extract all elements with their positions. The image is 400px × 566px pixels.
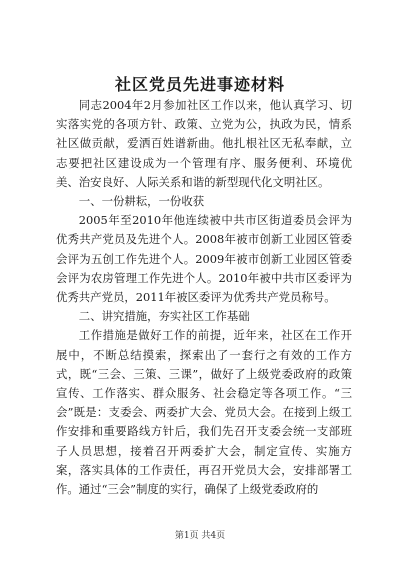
paragraph-measures: 工作措施是做好工作的前提，近年来，社区在工作开展中，不断总结摸索，探索出了一套行之有效的工作方式，既“三会、三策、三课”，做好了上级党委政府的政策宣传、工作落实、群众服务、社会稳定等各项工作。“三会”既是：支委会、两委扩大会、党员大会。在接到上级工作安排和重要路线方针后，我们先召开支委会统一支部班子人员思想，接着召开两委扩大会，制定宣传、实施方案，落实具体的工作责任，再召开党员大会，安排部署工作。通过“三会”制度的实行，确保了上级党委政府的 (56, 328, 352, 497)
page-number-footer: 第1页 共4页 (174, 531, 226, 541)
document-title: 社区党员先进事迹材料 (114, 75, 285, 94)
paragraph-intro: 同志2004年2月参加社区工作以来，他认真学习、切实落实党的各项方针、政策、立党为公，执政为民，情系社区做贡献，爱洒百姓谱新曲。他扎根社区无私奉献，立志要把社区建设成为一个管理有序、服务便利、环境优美、治安良好、人际关系和谐的新型现代化文明社区。 (56, 98, 352, 189)
section-heading-2: 二、讲究措施，夯实社区工作基础 (78, 309, 250, 324)
document-body (56, 96, 352, 499)
section-heading-1: 一、一份耕耘，一份收获 (78, 194, 205, 209)
paragraph-awards: 2005年至2010年他连续被中共市区街道委员会评为优秀共产党员及先进个人。2008年被市创新工业园区管委会评为五创工作先进个人。2009年被市创新工业园区管委会评为农房管理工作先进个人。2010年被中共市区委评为优秀共产党员，2011年被区委评为优秀共产党员称号。 (56, 213, 352, 305)
